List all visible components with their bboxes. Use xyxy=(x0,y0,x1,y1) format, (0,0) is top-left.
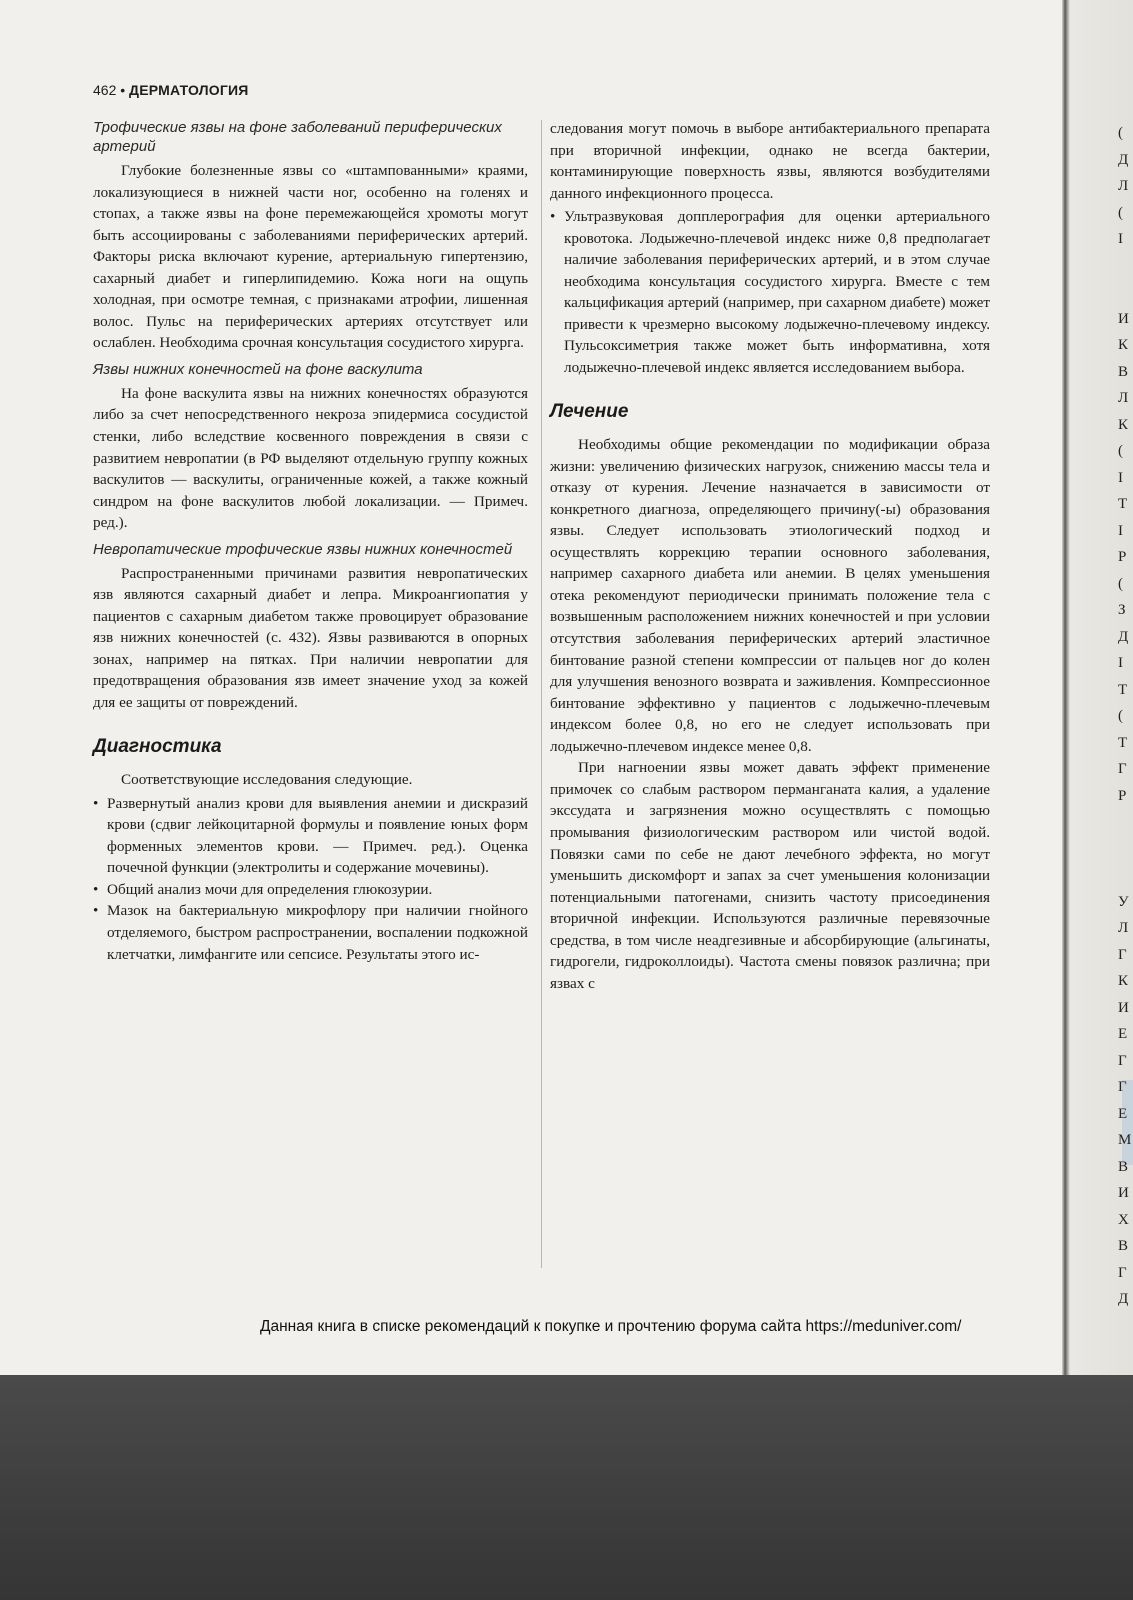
facing-page-letter: У xyxy=(1118,893,1129,910)
paragraph-neuropathic: Распространенными причинами развития невропатических язв являются сахарный диабет и лепра. Микроангиопатия у пациентов с сахарным диабетом также провоцирует образование язв нижних конечностей (с. 432). Язвы развиваются в опорных зонах, например на пятках. При наличии невропатии для предотвращения образования язв имеет значение уход за кожей для ее защиты от повреждений. xyxy=(93,564,528,712)
facing-page-letter xyxy=(1118,1339,1132,1366)
facing-page-letter: Х xyxy=(1118,1211,1129,1228)
facing-page-letter: Е xyxy=(1118,1026,1128,1042)
facing-page-letter: I xyxy=(1118,655,1123,671)
facing-page-letter: Г xyxy=(1118,1079,1127,1095)
facing-page-letter: И xyxy=(1118,1185,1129,1201)
facing-page-letter: Г xyxy=(1118,1264,1127,1281)
facing-page-letter: I xyxy=(1118,231,1123,247)
facing-page-letter: К xyxy=(1118,973,1129,989)
paragraph-vasculitis: На фоне васкулита язвы на нижних конечностях образуются либо за счет непосредственного некроза эпидермиса сосудистой стенки, либо вследствие косвенного повреждения в связи с развитием невропатии (в РФ выделяют отдельную группу кожных васкулитов — васкулиты, ограниченные кожей, а также кожный синдром на фоне васкулитов любой локализации. — Примеч. ред.). xyxy=(93,384,528,532)
facing-page-letter: Т xyxy=(1118,681,1128,698)
header-section-title: ДЕРМАТОЛОГИЯ xyxy=(129,82,249,98)
facing-page-letter: Т xyxy=(1118,734,1128,751)
list-item: • Ультразвуковая допплерография для оценки артериального кровотока. Лодыжечно-плечевой индекс ниже 0,8 предполагает наличие заболевания периферических артерий, и в этом случае необходима консультация сосудистого хирурга. Вместе с тем кальцификация артерий (например, при сахарном диабете) может привести к чрезмерно высокому лодыжечно-плечевому индексу. Пульсоксиметрия также может быть информативна, хотя лодыжечно-плечевой индекс является исследованием выбора. xyxy=(550,206,990,378)
facing-page-letter: В xyxy=(1118,363,1129,380)
facing-page-letter: ( xyxy=(1118,125,1123,141)
facing-page-letter: Д xyxy=(1118,1291,1129,1307)
facing-page-letter: И xyxy=(1118,310,1129,327)
facing-page-letter: Р xyxy=(1118,787,1127,804)
facing-page-letter: Д xyxy=(1118,151,1129,168)
facing-page-letter: ( xyxy=(1118,443,1123,459)
heading-treatment: Лечение xyxy=(550,400,629,422)
facing-page-letter: Д xyxy=(1118,628,1129,645)
facing-page-letter: К xyxy=(1118,416,1129,433)
facing-page-letter: ( xyxy=(1118,204,1123,221)
facing-page-letter: Л xyxy=(1118,178,1129,194)
diagnostics-list xyxy=(93,793,528,965)
paragraph-continued: следования могут помочь в выборе антибактериального препарата при вторичной инфекции, однако не всегда бактерии, контаминирующие поверхность язвы, являются возбудителями данного инфекционного процесса. xyxy=(550,120,990,202)
page-number: 462 xyxy=(93,82,117,98)
running-header xyxy=(93,82,249,98)
paragraph-treatment-dressings: При нагноении язвы может давать эффект применение примочек со слабым раствором перманганата калия, а удаление экссудата и загрязнения можно осуществлять с помощью промывания физиологическим раствором или чистой водой. Повязки сами по себе не дают лечебного эффекта, но могут уменьшить дискомфорт и запах за счет уменьшения колонизации потенциальными патогенами, снизить частоту присоединения вторичной инфекции. Используются различные перевязочные средства, в том числе неадгезивные и абсорбирующие (альгинаты, гидрогели, гидроколлоиды). Частота смены повязок различна; при язвах с xyxy=(550,759,990,992)
facing-page-letter xyxy=(1118,836,1132,863)
facing-page-letter xyxy=(1118,279,1132,306)
list-item: • Общий анализ мочи для определения глюкозурии. xyxy=(93,879,528,901)
facing-page-letter: Г xyxy=(1118,946,1127,963)
facing-page-letter xyxy=(1118,809,1132,836)
facing-page-letter: В xyxy=(1118,1158,1129,1175)
list-item: • Развернутый анализ крови для выявления анемии и дискразий крови (сдвиг лейкоцитарной формулы и появление юных форм форменных элементов крови. — Примеч. ред.). Оценка почечной функции (электролиты и содержание мочевины). xyxy=(93,793,528,879)
facing-page-letter: Е xyxy=(1118,1105,1128,1122)
scan-background xyxy=(0,1375,1133,1600)
facing-page-letter: Л xyxy=(1118,920,1129,936)
paragraph-diagnostics-intro: Соответствующие исследования следующие. xyxy=(121,771,413,789)
header-bullet: • xyxy=(120,82,126,98)
facing-page-letter: I xyxy=(1118,522,1123,539)
facing-page-letter: Р xyxy=(1118,549,1127,565)
subheading-peripheral-arteries: Трофические язвы на фоне заболеваний периферических артерий xyxy=(93,119,502,155)
left-column xyxy=(93,118,528,965)
facing-page-letter: К xyxy=(1118,337,1129,353)
subheading-neuropathic: Невропатические трофические язвы нижних конечностей xyxy=(93,540,513,558)
right-column xyxy=(550,118,990,994)
facing-page-letter: Т xyxy=(1118,496,1128,512)
facing-page-letter: Г xyxy=(1118,1052,1127,1069)
facing-page-letter: Л xyxy=(1118,390,1129,406)
paragraph-treatment-general: Необходимы общие рекомендации по модификации образа жизни: увеличению физических нагрузок, снижению массы тела и отказу от курения. Лечение назначается в зависимости от конкретного диагноза, определяющего причину(-ы) образования язвы. Следует использовать этиологический подход и осуществлять коррекцию терапии основного заболевания, например сахарного диабета или анемии. В целях уменьшения отека рекомендуют периодически принимать положение тела с возвышенным расположением нижних конечностей и при условии отсутствия заболевания периферических артерий эластичное бинтование разной степени компрессии от пальцев ног до колен для улучшения венозного возврата и заживления. Компрессионное бинтование эффективно у пациентов с лодыжечно-плечевым индексом более 0,8, но его не следует использовать при лодыжечно-плечевом индексе менее 0,8. xyxy=(550,436,990,755)
facing-page-letter xyxy=(1118,253,1132,280)
facing-page-letters xyxy=(1118,120,1132,1472)
footer-note: Данная книга в списке рекомендаций к покупке и прочтению форума сайта https://meduniver.com/ xyxy=(260,1318,962,1335)
facing-page-letter xyxy=(1118,862,1132,889)
facing-page-letter: I xyxy=(1118,469,1123,486)
column-divider xyxy=(541,120,542,1268)
heading-diagnostics: Диагностика xyxy=(93,735,222,757)
list-item: • Мазок на бактериальную микрофлору при наличии гнойного отделяемого, быстром распространении, воспалении подкожной клетчатки, лимфангите или сепсисе. Результаты этого ис- xyxy=(93,900,528,965)
facing-page-letter xyxy=(1118,1313,1132,1340)
facing-page-letter: М xyxy=(1118,1132,1132,1148)
facing-page-letter: ( xyxy=(1118,708,1123,724)
diagnostics-list-continued xyxy=(550,206,990,378)
facing-page-letter: В xyxy=(1118,1238,1129,1254)
facing-page-letter: З xyxy=(1118,602,1126,618)
facing-page-edge xyxy=(1062,0,1133,1375)
facing-page-letter: Г xyxy=(1118,761,1127,777)
facing-page-letter: ( xyxy=(1118,575,1123,592)
paragraph-peripheral-arteries: Глубокие болезненные язвы со «штампованными» краями, локализующиеся в нижней части ног, особенно на голенях и стопах, а также язвы на фоне перемежающейся хромоты могут быть ассоциированы с заболеваниями периферических артерий. Факторы риска включают курение, артериальную гипертензию, сахарный диабет и гиперлипидемию. Кожа ноги на ощупь холодная, при осмотре темная, с признаками атрофии, лишенная волос. Пульс на периферических артериях отсутствует или ослаблен. Необходима срочная консультация сосудистого хирурга. xyxy=(93,162,528,352)
subheading-vasculitis: Язвы нижних конечностей на фоне васкулита xyxy=(93,360,423,378)
facing-page-letter: И xyxy=(1118,999,1129,1016)
